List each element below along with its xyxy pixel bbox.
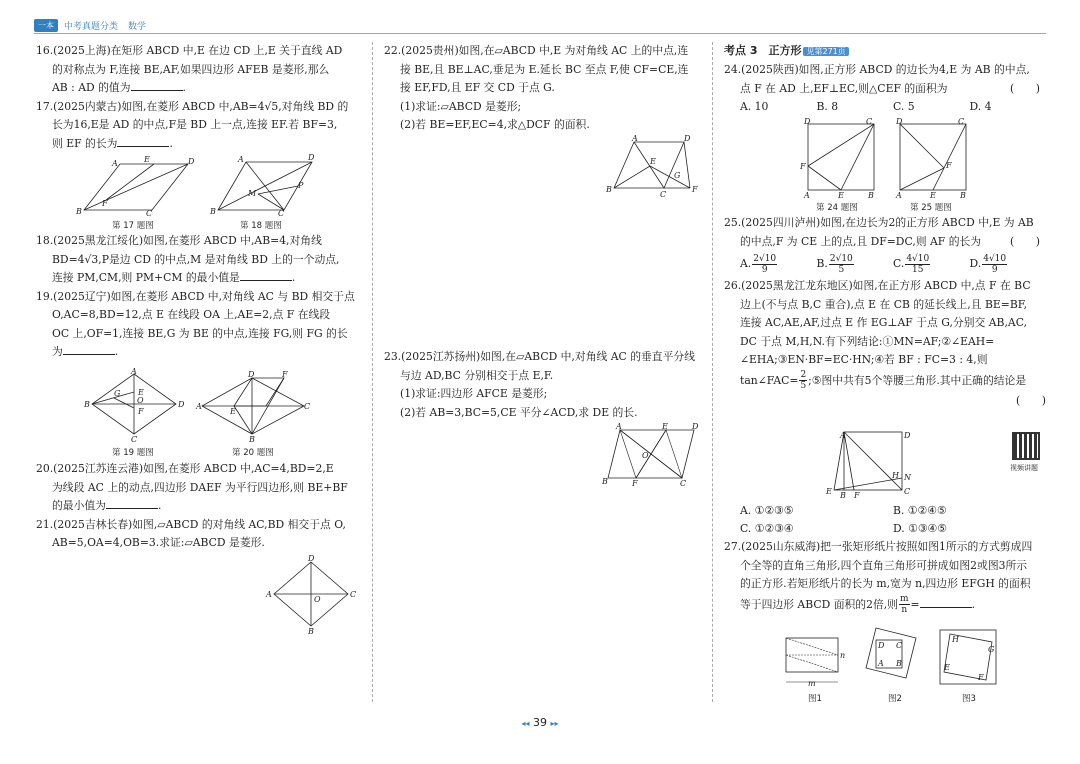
svg-text:B: B [210,207,216,216]
svg-text:A: A [632,134,638,143]
header-category: 中考真题分类 [64,21,119,32]
svg-text:O: O [642,451,649,460]
svg-text:G: G [114,389,121,398]
svg-text:A: A [616,422,622,431]
figure-18-caption: 第 18 题图 [240,221,282,231]
svg-text:F: F [282,370,288,379]
svg-text:G: G [674,171,681,180]
svg-text:B: B [868,191,874,200]
figure-17 [76,154,196,218]
svg-text:D: D [248,370,255,379]
svg-text:E: E [662,422,668,431]
svg-text:A: A [896,191,902,200]
svg-text:C: C [278,209,285,218]
question-23: 23.(2025江苏扬州)如图,在▱ABCD 中,对角线 AC 的垂直平分线 与边 AD,BC 分别相交于点 E,F. (1)求证:四边形 AFCE 是菱形; (2)若 AB=3,BC=5,CE 平分∠ACD,求 DE 的长. [384,350,695,419]
figure-24 [798,118,882,202]
svg-text:E: E [144,155,150,164]
svg-text:C: C [896,641,903,650]
svg-text:H: H [952,635,959,644]
option-b: B. $\frac{2√10}{5}$ [816,253,853,275]
figure-27-1 [780,624,844,690]
figure-17-caption: 第 17 题图 [112,221,154,231]
figure-27-2 [858,624,922,690]
question-24: 24.(2025陕西)如图,正方形 ABCD 的边长为4,E 为 AB 的中点, 点 F 在 AD 上,EF⊥EC,则△CEF 的面积为 ( ) [724,63,1040,95]
svg-text:A: A [840,431,846,440]
figure-24-caption: 第 24 题图 [816,203,858,213]
figure-25 [890,118,974,202]
svg-text:B: B [84,400,90,409]
svg-text:A: A [112,159,118,168]
figure-27-1-caption: 图1 [808,694,822,704]
question-25: 25.(2025四川泸州)如图,在边长为2的正方形 ABCD 中,E 为 AB 的中点,F 为 CE 上的点,且 DF=DC,则 AF 的长为 ( ) [724,216,1040,248]
figure-19-caption: 第 19 题图 [112,448,154,458]
svg-text:D: D [684,134,691,143]
column-2 [384,42,702,135]
svg-text:E: E [826,487,832,496]
prev-arrow-icon: ◂◂ [521,719,530,728]
figure-23 [600,422,700,488]
svg-text:m: m [808,679,816,688]
svg-text:B: B [606,185,612,194]
figure-19 [84,367,185,444]
svg-text:D: D [692,422,699,431]
section-page-tag: 见第271页 [803,47,848,56]
section-title: 考点 3 正方形 见第271页 [724,42,1046,61]
figure-20 [196,370,312,442]
column-2-part-2 [384,348,702,422]
figure-21 [266,554,356,634]
svg-text:C: C [350,590,357,599]
question-22: 22.(2025贵州)如图,在▱ABCD 中,E 为对角线 AC 上的中点,连 接 BE,且 BE⊥AC,垂足为 E.延长 BC 至点 F,使 CF=CE,连 接 EF,FD,且 EF 交 CD 于点 G. (1)求证:▱ABCD 是菱形; (2)若 BE=EF,EC=4,求△DCF 的面积. [384,44,689,131]
svg-text:A: A [804,191,810,200]
svg-text:F: F [978,673,984,682]
svg-text:B: B [960,191,966,200]
question-16: 16.(2025上海)在矩形 ABCD 中,E 在边 CD 上,E 关于直线 AD 的对称点为 F,连接 BE,AF,如果四边形 AFEB 是菱形,那么 AB : AD 的值为 . [36,44,343,94]
svg-text:C: C [660,190,667,199]
figure-18 [208,154,316,218]
svg-text:B: B [840,491,846,500]
svg-text:C: C [904,487,911,496]
question-27: 27.(2025山东威海)把一张矩形纸片按照如图1所示的方式剪成四 个全等的直角三角形,四个直角三角形可拼成如图2或图3所示 的正方形.若矩形纸片的长为 m,宽为 n,四边形 EFGH 的面积 等于四边形 ABCD 面积的2倍,则 $\frac{m}{n}$ = . [724,540,1033,615]
svg-text:G: G [988,645,995,654]
figure-22 [604,134,700,198]
page-header [34,17,156,33]
figure-27-2-caption: 图2 [888,694,902,704]
figure-27-3 [934,624,1004,690]
svg-text:C: C [304,402,311,411]
column-divider-2 [712,42,713,702]
svg-text:B: B [249,435,255,444]
svg-text:D: D [878,641,885,650]
svg-text:B: B [602,477,608,486]
question-26-options-row1: A. ①②③⑤ B. ①②④⑤ [740,504,947,517]
svg-text:D: D [308,153,315,162]
qr-caption: 视频讲题 [1010,464,1038,472]
svg-text:D: D [308,554,315,563]
option-d: D. $\frac{4√10}{9}$ [969,253,1007,275]
svg-text:E: E [650,157,656,166]
svg-text:P: P [298,181,304,190]
column-divider-1 [372,42,373,702]
question-17: 17.(2025内蒙古)如图,在菱形 ABCD 中,AB=4√5,对角线 BD 的 长为16,E是 AD 的中点,F是 BD 上一点,连接 EF.若 BF=3, 则 EF 的长为 . [36,99,349,150]
svg-text:B: B [308,627,314,636]
svg-text:C: C [680,479,687,488]
svg-text:C: C [131,435,138,444]
svg-text:E: E [944,663,950,672]
svg-text:E: E [838,191,844,200]
question-20: 20.(2025江苏连云港)如图,在菱形 ABCD 中,AC=4,BD=2,E 为线段 AC 上的动点,四边形 DAEF 为平行四边形,则 BE+BF 的最小值为 . [36,462,348,512]
svg-text:B: B [896,659,902,668]
header-subject: 数学 [128,21,147,32]
column-3 [724,42,1046,116]
page-number: ◂◂ 39 ▸▸ [521,716,559,729]
question-24-options: A. 10 B. 8 C. 5 D. 4 [740,100,992,113]
figure-26 [826,428,922,500]
svg-text:A: A [196,402,202,411]
svg-text:F: F [138,407,144,416]
svg-text:A: A [131,367,137,376]
svg-text:E: E [138,388,144,397]
svg-text:F: F [632,479,638,488]
option-a: A. $\frac{2√10}{9}$ [740,253,777,275]
svg-text:D: D [188,157,195,166]
question-26: 26.(2025黑龙江龙东地区)如图,在正方形 ABCD 中,点 F 在 BC 边上(不与点 B,C 重合),点 E 在 CB 的延长线上,且 BE=BF, 连接 AC,AE,AF,过点 E 作 EG⊥AF 于点 G,分别交 AB,AC, DC 于点 M,H,N.有下列结论:①MN=AF;②∠EAH= ∠EHA;③EN·BF=EC·HN;④若 BF : FC=3 : 4,则 tan∠FAC= $\frac{2}{5}$ ;⑤图中共有5个等腰三角形.其中正确的结论是 ( ) [724,279,1046,407]
column-1-part-3 [36,460,358,553]
svg-text:E: E [930,191,936,200]
qr-code[interactable] [1012,432,1040,460]
svg-text:C: C [146,209,153,218]
header-rule [34,33,1046,34]
option-c: C. $\frac{4√10}{15}$ [893,253,930,275]
brand-logo: 一本 [34,19,58,32]
svg-text:F: F [854,491,860,500]
svg-text:O: O [314,595,321,604]
question-25-options [724,251,1046,277]
svg-text:N: N [904,473,911,482]
svg-text:M: M [248,189,257,198]
svg-text:A: A [238,155,244,164]
svg-text:E: E [230,407,236,416]
column-1-part-2 [36,232,358,362]
svg-text:F: F [946,161,952,170]
svg-text:A: A [266,590,272,599]
svg-text:H: H [892,471,899,480]
question-19: 19.(2025辽宁)如图,在菱形 ABCD 中,对角线 AC 与 BD 相交于点 O,AC=8,BD=12,点 E 在线段 OA 上,AE=2,点 F 在线段 OC 上,OF=1,连接 BE,G 为 BE 的中点,连接 FG,则 FG 的长 为 . [36,289,355,358]
question-26-options-row2: C. ①②③④ D. ①③④⑤ [740,522,947,535]
svg-text:F: F [102,199,108,208]
svg-text:n: n [840,651,846,660]
svg-text:D: D [804,117,811,126]
next-arrow-icon: ▸▸ [550,719,559,728]
question-21: 21.(2025吉林长春)如图,▱ABCD 的对角线 AC,BD 相交于点 O, AB=5,OA=4,OB=3.求证:▱ABCD 是菱形. [36,517,346,549]
column-3-part-3 [724,502,1046,616]
figure-25-caption: 第 25 题图 [910,203,952,213]
question-18: 18.(2025黑龙江绥化)如图,在菱形 ABCD 中,AB=4,对角线 BD=4√3,P是边 CD 的中点,M 是对角线 BD 上的一个动点, 连接 PM,CM,则 PM+CM 的最小值是 . [36,234,340,284]
column-1 [36,42,358,153]
svg-text:B: B [76,207,82,216]
svg-text:D: D [178,400,185,409]
svg-text:F: F [692,185,698,194]
figure-27-3-caption: 图3 [962,694,976,704]
column-3-part-2 [724,214,1046,410]
svg-text:F: F [800,162,806,171]
svg-text:O: O [137,396,144,405]
figure-20-caption: 第 20 题图 [232,448,274,458]
svg-text:D: D [896,117,903,126]
svg-text:C: C [958,117,965,126]
svg-text:A: A [878,659,884,668]
svg-text:D: D [904,431,911,440]
svg-text:C: C [866,117,873,126]
